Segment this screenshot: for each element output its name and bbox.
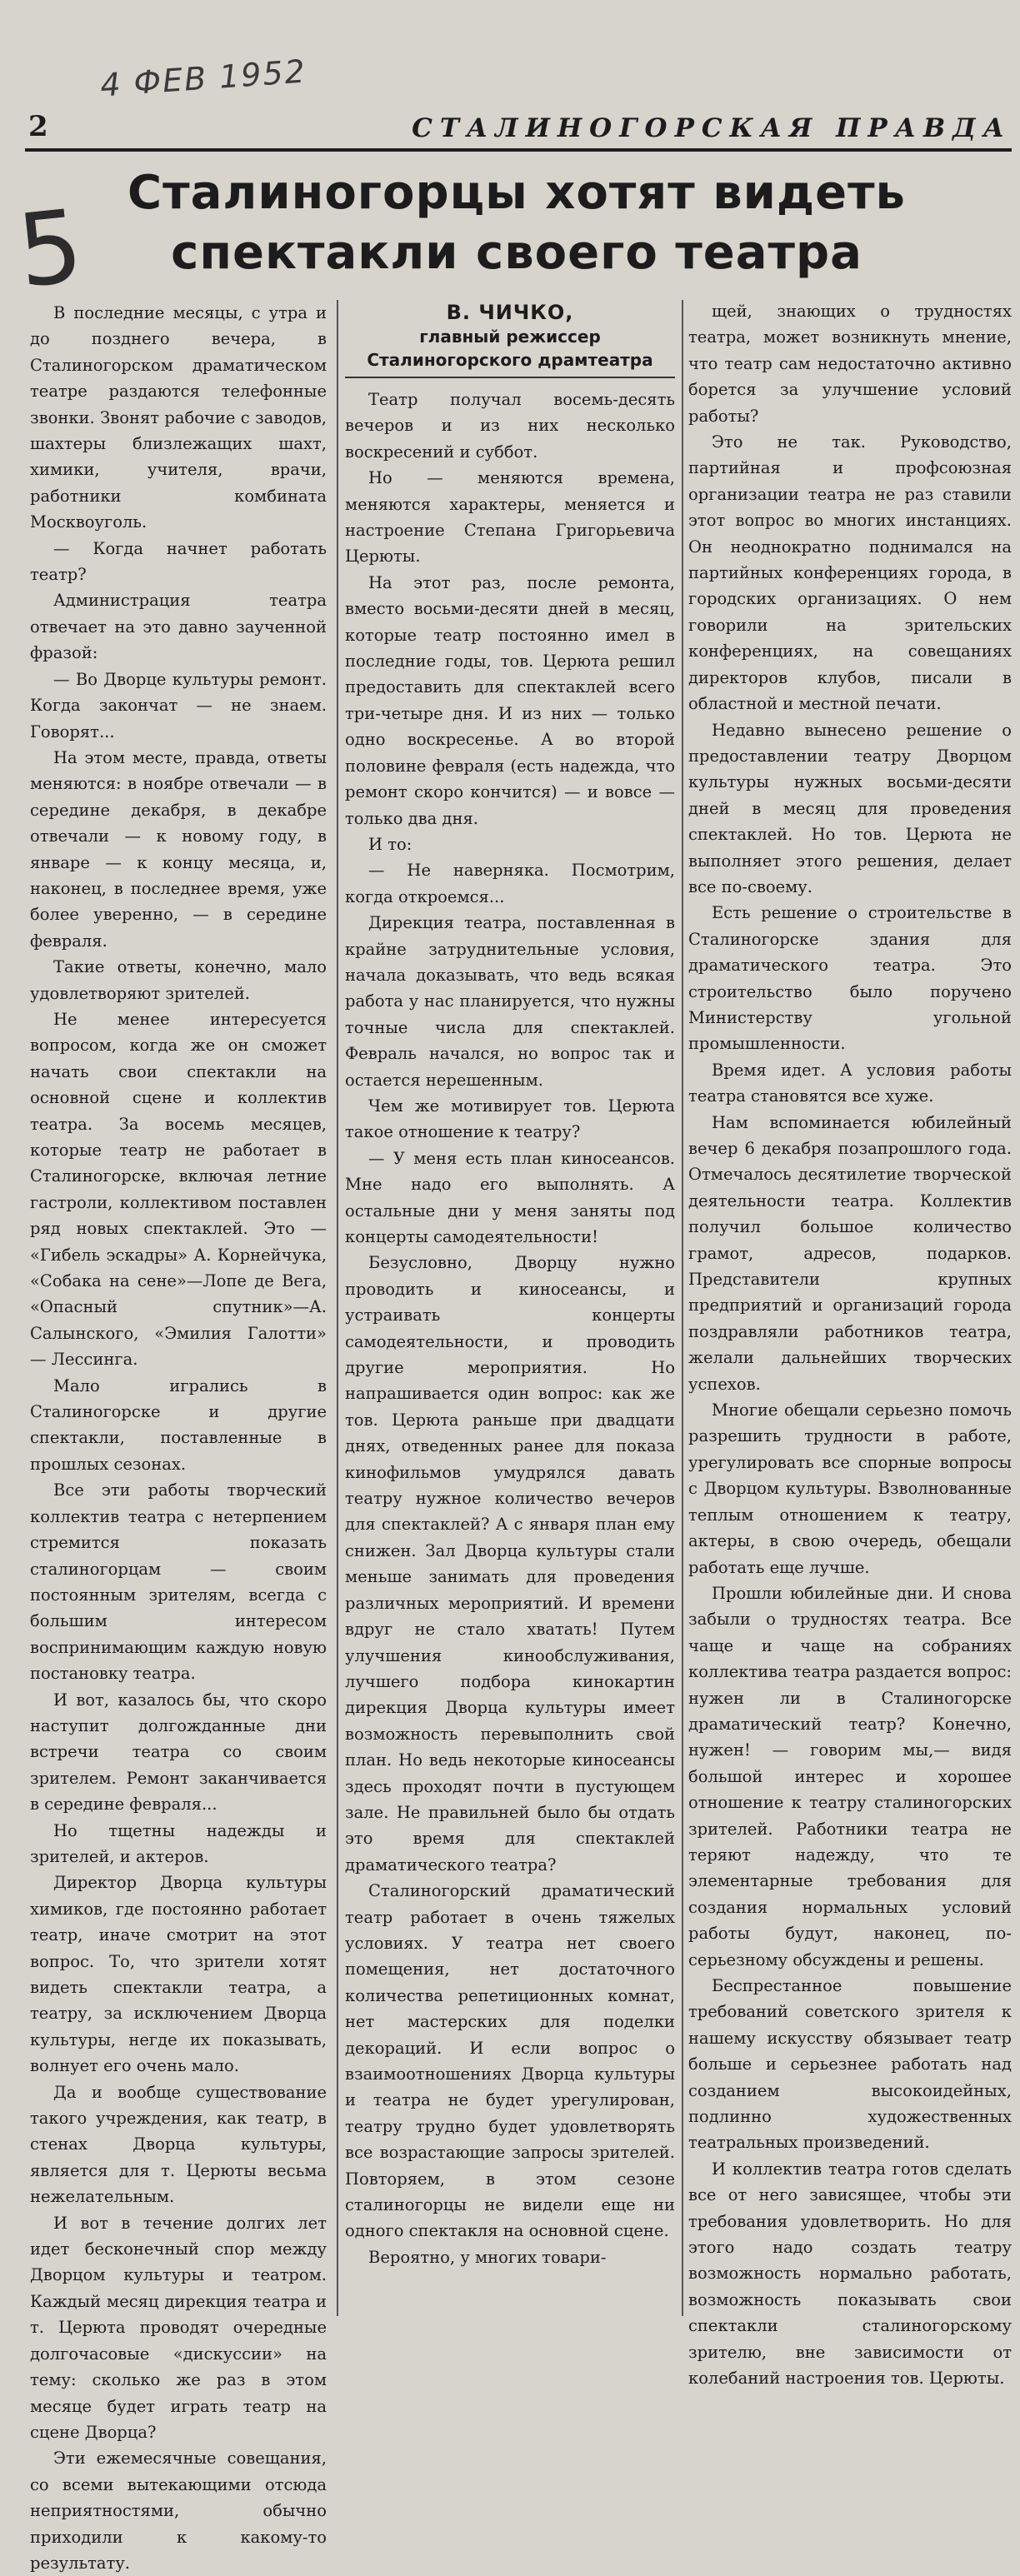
paragraph: И то: (368, 834, 412, 854)
paragraph: Такие ответы, конечно, мало удовлетворяют зрителей. (30, 957, 327, 1003)
paragraph: — Когда начнет работать театр? (30, 538, 327, 585)
paragraph: — У меня есть план киносеансов. Мне надо его выполнять. А остальные дни у меня заняты под концерты самодеятельности! (345, 1148, 675, 1246)
headline-line-1: Сталиногорцы хотят видеть (128, 166, 906, 220)
paragraph: На этом месте, правда, ответы меняются: в ноябре отвечали — в середине декабря, в декабре отвечали — к новому году, в январе — к концу месяца, и, наконец, в последнее время, уже более уверенно, — в середине февраля. (30, 747, 327, 951)
author-role-line-2: Сталиногорского драмтеатра (367, 350, 653, 370)
paragraph: Чем же мотивирует тов. Церюта такое отношение к театру? (345, 1096, 675, 1142)
newspaper-name: СТАЛИНОГОРСКАЯ ПРАВДА (412, 113, 1012, 143)
paragraph: И вот в течение долгих лет идет бесконечный спор между Дворцом культуры и театром. Каждый месяц дирекция театра и т. Церюта проводят очередные долгочасовые «дискуссии» на тему: сколько же раз в этом месяце будет играть театр на сцене Дворца? (30, 2213, 327, 2442)
article-headline (100, 163, 933, 283)
article-column-2 (345, 300, 675, 2324)
paragraph: Администрация театра отвечает на это давно заученной фразой: (30, 591, 327, 663)
paragraph: Эти ежемесячные совещания, со всеми вытекающими отсюда неприятностями, обычно приходили к какому-то результату. (30, 2449, 327, 2573)
paragraph: В последние месяцы, с утра и до позднего вечера, в Сталиногорском драматическом театре раздаются телефонные звонки. Звонят рабочие с заводов, шахтеры близлежащих шахт, химики, учителя, врачи, работники комбината Москвоуголь. (30, 303, 327, 532)
paragraph: Есть решение о строительстве в Сталиногорске здания для драматического театра. Это строительство было поручено Министерству угольной промышленности. (688, 903, 1012, 1054)
newspaper-header (25, 110, 1012, 152)
paragraph: Вероятно, у многих товари- (368, 2247, 607, 2267)
paragraph: Дирекция театра, поставленная в крайне затруднительные условия, начала доказывать, что ведь всякая работа у нас планируется, что нужны точные числа для спектаклей. Февраль начался, но вопрос так и остается нерешенным. (345, 913, 675, 1090)
author-name: В. ЧИЧКО, (446, 301, 574, 324)
paragraph: Да и вообще существование такого учреждения, как театр, в стенах Дворца культуры, является для т. Церюты весьма нежелательным. (30, 2082, 327, 2207)
paragraph: Прошли юбилейные дни. И снова забыли о трудностях театра. Все чаще и чаще на собраниях коллектива театра раздается вопрос: нужен ли в Сталиногорске драматический театр? Конечно, нужен! — говорим мы,— видя большой интерес и хорошее отношение к театру сталиногорских зрителей. Работники театра не теряют надежду, что те элементарные требования для создания нормальных условий работы будут, наконец, по-серьезному обсуждены и решены. (688, 1583, 1012, 1969)
headline-line-2: спектакли своего театра (171, 226, 862, 280)
paragraph: Но — меняются времена, меняются характеры, меняется и настроение Степана Григорьевича Церюты. (345, 468, 675, 567)
paragraph: Недавно вынесено решение о предоставлении театру Дворцом культуры нужных восьми-десяти дней в месяц для проведения спектаклей. Но тов. Церюта не выполняет этого решения, делает все по-своему. (688, 720, 1012, 896)
article-column-3 (688, 298, 1012, 2389)
paragraph: Беспрестанное повышение требований советского зрителя к нашему искусству обязывает театр больше и серьезнее работать над созданием высокоидейных, подлинно художественных театральных произведений. (688, 1976, 1012, 2153)
paragraph: Театр получал восемь-десять вечеров и из них несколько воскресений и суббот. (345, 390, 675, 462)
byline (345, 300, 675, 378)
paragraph: На этот раз, после ремонта, вместо восьми-десяти дней в месяц, которые театр постоянно имел в последние годы, тов. Церюта решил предоставить для спектаклей всего три-четыре дня. И из них — только одно воскресенье. А во второй половине февраля (есть надежда, что ремонт скоро кончится) — и вовсе — только два дня. (345, 572, 675, 828)
paragraph: Но тщетны надежды и зрителей, и актеров. (30, 1820, 327, 1866)
paragraph: щей, знающих о трудностях театра, может возникнуть мнение, что театр сам недостаточно активно борется за улучшение условий работы? (688, 302, 1012, 426)
paragraph: Не менее интересуется вопросом, когда же он сможет начать свои спектакли на основной сцене и коллектив театра. За восемь месяцев, которые театр не работает в Сталиногорске, включая летние гастроли, коллективом поставлен ряд новых спектаклей. Это — «Гибель эскадры» А. Корнейчука, «Собака на сене»—Лопе де Вега, «Опасный спутник»—А. Салынского, «Эмилия Галотти» — Лессинга. (30, 1009, 327, 1370)
paragraph: Сталиногорский драматический театр работает в очень тяжелых условиях. У театра нет своего помещения, нет достаточного количества репетиционных комнат, нет мастерских для поделки декораций. И если вопрос о взаимоотношениях Дворца культуры и театра не будет урегулирован, театру трудно будет удовлетворять все возрастающие запросы зрителей. Повторяем, в этом сезоне сталиногорцы не видели еще ни одного спектакля на основной сцене. (345, 1881, 675, 2241)
paragraph: Нам вспоминается юбилейный вечер 6 декабря позапрошлого года. Отмечалось десятилетие творческой деятельности театра. Коллектив получил большое количество грамот, адресов, подарков. Представители крупных предприятий и организаций города поздравляли работников театра, желали дальнейших творческих успехов. (688, 1112, 1012, 1394)
date-stamp: 4 ФЕВ 1952 (98, 52, 308, 104)
paragraph: Время идет. А условия работы театра становятся все хуже. (688, 1060, 1012, 1106)
paragraph: И коллектив театра готов сделать все от него зависящее, чтобы эти требования удовлетворить. Но для этого надо создать театру возможность нормально работать, возможность показывать свои спектакли сталиногорскому зрителю, вне зависимости от колебаний настроения тов. Церюты. (688, 2159, 1012, 2389)
paragraph: Безусловно, Дворцу нужно проводить и киносеансы, и устраивать концерты самодеятельности, и проводить другие мероприятия. Но напрашивается один вопрос: как же тов. Церюта раньше при двадцати днях, отведенных ранее для показа кинофильмов умудрялся давать театру нужное количество вечеров для спектаклей? А с января план ему снижен. Зал Дворца культуры стали меньше занимать для проведения различных мероприятий. И времени вдруг не стало хватать! Путем улучшения кинообслуживания, лучшего подбора кинокартин дирекция Дворца культуры имеет возможность перевыполнить свой план. Но ведь некоторые киносеансы здесь проходят почти в пустующем зале. Не правильней было бы отдать это время для спектаклей драматического театра? (345, 1253, 675, 1875)
paragraph: — Во Дворце культуры ремонт. Когда закончат — не знаем. Говорят... (30, 669, 327, 741)
page-number: 2 (28, 110, 48, 143)
paragraph: Это не так. Руководство, партийная и профсоюзная организации театра не раз ставили этот вопрос во многих инстанциях. Он неоднократно поднимался на партийных конференциях города, в городских организациях. О нем говорили на зрительских конференциях, на совещаниях директоров клубов, писали в областной и местной печати. (688, 432, 1012, 714)
margin-handwritten-mark: 5 (12, 188, 88, 311)
paragraph: Мало игрались в Сталиногорске и другие спектакли, поставленные в прошлых сезонах. (30, 1375, 327, 1474)
paragraph: — Не наверняка. Посмотрим, когда откроемся... (345, 861, 675, 906)
paragraph: Многие обещали серьезно помочь разрешить трудности в работе, урегулировать все спорные вопросы с Дворцом культуры. Взволнованные теплым отношением к театру, актеры, в свою очередь, обещали работать еще лучше. (688, 1400, 1012, 1577)
article-column-1 (30, 300, 327, 2573)
column-divider (337, 300, 338, 2316)
column-divider (682, 300, 683, 2316)
paragraph: Все эти работы творческий коллектив театра с нетерпением стремится показать сталиногорцам — своим постоянным зрителям, всегда с большим интересом воспринимающим каждую новую постановку театра. (30, 1480, 327, 1684)
paragraph: И вот, казалось бы, что скоро наступит долгожданные дни встречи театра со своим зрителем. Ремонт заканчивается в середине февраля... (30, 1690, 327, 1815)
author-role-line-1: главный режиссер (419, 327, 601, 347)
paragraph: Директор Дворца культуры химиков, где постоянно работает театр, иначе смотрит на этот вопрос. То, что зрители хотят видеть спектакли театра, а театру, за исключением Дворца культуры, негде их показывать, волнует его очень мало. (30, 1873, 327, 2076)
